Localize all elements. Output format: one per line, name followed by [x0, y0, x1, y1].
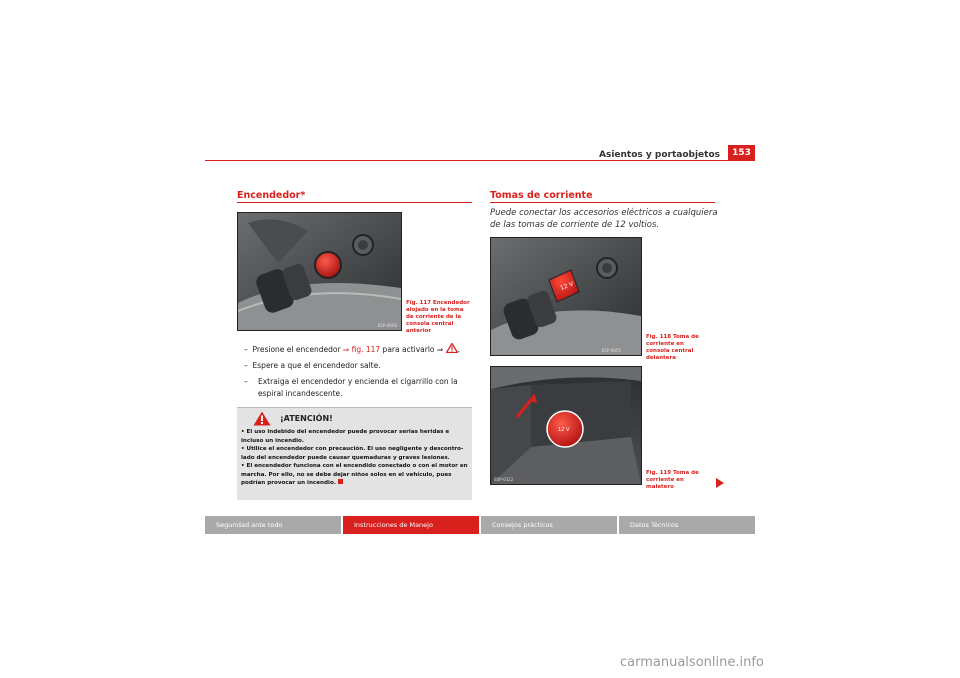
footer-tab-seguridad[interactable]: Seguridad ante todo: [205, 516, 341, 534]
section-title-encendedor: Encendedor*: [237, 190, 306, 201]
figure-code: B5P-0322: [494, 477, 514, 482]
section-rule: [237, 202, 472, 203]
watermark: carmanualsonline.info: [620, 655, 764, 670]
warning-box: [237, 407, 472, 500]
fig-117-link[interactable]: ⇒ fig. 117: [342, 345, 381, 354]
figure-code: B5P-0606: [377, 323, 397, 328]
figure-118-caption: Fig. 118 Toma de corriente en consola central delantera: [646, 334, 699, 361]
section-title-tomas: Tomas de corriente: [490, 190, 593, 201]
figure-code: B5P-0655: [601, 348, 621, 353]
lighter-button: [315, 252, 341, 278]
footer-tab-datos[interactable]: Datos Técnicos: [619, 516, 755, 534]
warning-icon: [446, 343, 458, 353]
figure-117-caption: Fig. 117 Encendedor alojado en la toma de corriente de la consola central anterior: [406, 300, 470, 334]
next-page-arrow-icon[interactable]: [716, 478, 724, 488]
warning-triangle-icon: [253, 411, 271, 426]
page-number: 153: [728, 145, 755, 161]
end-marker-icon: [338, 479, 343, 484]
step-1: – Presione el encendedor ⇒ fig. 117 para activarlo ⇒ .: [244, 345, 460, 354]
step-2: – Espere a que el encendedor salte.: [244, 361, 381, 370]
trunk-socket-illustration: [491, 367, 641, 484]
socket-label: 12 V: [558, 427, 570, 433]
figure-117-photo: [237, 212, 402, 331]
section-intro: Puede conectar los accesorios eléctricos a cualquiera de las tomas de corriente de 12 voltios.: [490, 208, 718, 230]
lighter-console-illustration: [238, 213, 401, 330]
socket-label: 12 V: [559, 280, 575, 292]
footer-tab-consejos[interactable]: Consejos prácticos: [481, 516, 617, 534]
figure-119-photo: [490, 366, 642, 485]
warning-title: ¡ATENCIÓN!: [280, 414, 333, 423]
figure-119-caption: Fig. 119 Toma de corriente en maletero: [646, 470, 699, 490]
warning-item: • Utilice el encendedor con precaución. El uso negligente y descontro-lado del encendedor puede causar quemaduras y graves lesiones.: [241, 446, 464, 461]
console-socket-illustration: [491, 238, 641, 355]
figure-118-photo: [490, 237, 642, 356]
warning-item: • El encendedor funciona con el encendido conectado o con el motor en marcha. Por ello, no se debe dejar niños solos en el vehículo, pues podrían provocar un incendio.: [241, 463, 468, 486]
warning-item: • El uso indebido del encendedor puede provocar serias heridas e incluso un incendio.: [241, 429, 450, 444]
footer-tab-instrucciones[interactable]: Instrucciones de Manejo: [343, 516, 479, 534]
step-3: – Extraiga el encendedor y encienda el cigarrillo con la espiral incandescente.: [244, 377, 458, 398]
header-rule: [205, 160, 755, 161]
section-rule: [490, 202, 715, 203]
page-header-title: Asientos y portaobjetos: [599, 150, 720, 160]
